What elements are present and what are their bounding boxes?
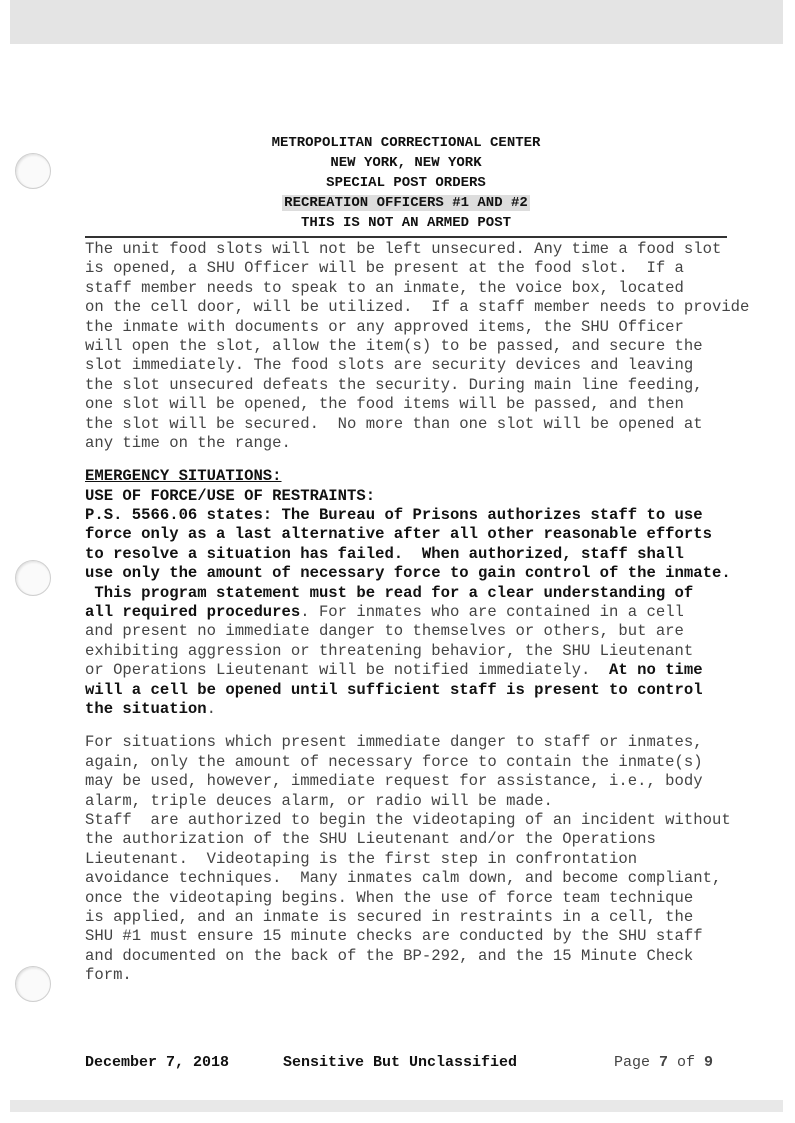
- text-line: Lieutenant. Videotaping is the first step in confrontation: [85, 849, 638, 868]
- text-line: to resolve a situation has failed. When authorized, staff shall: [85, 544, 684, 563]
- text-line: SHU #1 must ensure 15 minute checks are conducted by the SHU staff: [85, 927, 703, 946]
- text-line: any time on the range.: [85, 433, 291, 452]
- page-total: 9: [704, 1054, 714, 1071]
- text-line: force only as a last alternative after all other reasonable efforts: [85, 525, 712, 544]
- text-line: For situations which present immediate danger to staff or inmates,: [85, 733, 703, 752]
- text-line: This program statement must be read for a clear understanding of: [85, 583, 694, 602]
- text-row: [85, 700, 765, 719]
- heading-row: [85, 467, 765, 486]
- text-line: form.: [85, 966, 132, 985]
- text-line: is applied, and an inmate is secured in restraints in a cell, the: [85, 907, 694, 926]
- text-line: exhibiting aggression or threatening behavior, the SHU Lieutenant: [85, 641, 694, 660]
- text-line: and present no immediate danger to themselves or others, but are: [85, 622, 684, 641]
- header-line: NEW YORK, NEW YORK: [330, 155, 482, 171]
- punch-hole: [15, 560, 51, 596]
- document-header: [85, 133, 727, 233]
- text-line: the inmate with documents or any approved items, the SHU Officer: [85, 317, 684, 336]
- text-line: again, only the amount of necessary force to contain the inmate(s): [85, 752, 703, 771]
- text-line: the slot unsecured defeats the security. During main line feeding,: [85, 375, 703, 394]
- text-row: [85, 681, 765, 700]
- page-label: Page: [614, 1054, 660, 1071]
- text-line: slot immediately. The food slots are security devices and leaving: [85, 356, 694, 375]
- text-line: is opened, a SHU Officer will be present at the food slot. If a: [85, 259, 684, 278]
- header-divider: [85, 236, 727, 238]
- text-line: Staff are authorized to begin the videotaping of an incident without: [85, 810, 731, 829]
- footer-date-text: December 7, 2018: [85, 1054, 230, 1071]
- text-row: [85, 661, 765, 680]
- text-plain: or Operations Lieutenant will be notified immediately.: [85, 661, 610, 680]
- text-line: P.S. 5566.06 states: The Bureau of Prisons authorizes staff to use: [85, 506, 703, 525]
- text-row: [85, 603, 765, 622]
- text-line: avoidance techniques. Many inmates calm down, and become compliant,: [85, 869, 722, 888]
- punch-hole: [15, 153, 51, 189]
- scan-top-margin: [10, 0, 783, 44]
- text-line: once the videotaping begins. When the use of force team technique: [85, 888, 694, 907]
- footer-classification-text: Sensitive But Unclassified: [283, 1054, 518, 1071]
- header-line: METROPOLITAN CORRECTIONAL CENTER: [271, 135, 541, 151]
- header-highlight-row: [85, 193, 727, 213]
- text-line: the situation: [85, 699, 207, 718]
- text-row: [85, 506, 765, 525]
- page-current: 7: [659, 1054, 669, 1071]
- text-line: on the cell door, will be utilized. If a staff member needs to provide: [85, 298, 750, 317]
- paragraph-immediate-danger: [85, 733, 765, 985]
- text-row: [85, 584, 765, 603]
- section-heading: EMERGENCY SITUATIONS:: [85, 467, 282, 486]
- scan-bottom-margin: [10, 1100, 783, 1112]
- text-bold: all required procedures: [85, 603, 301, 622]
- footer-page-number: [614, 1053, 713, 1073]
- text-bold: At no time: [609, 661, 703, 680]
- text-plain: . For inmates who are contained in a cell: [300, 603, 684, 622]
- text-row: [85, 564, 765, 583]
- subheading: USE OF FORCE/USE OF RESTRAINTS:: [85, 486, 376, 505]
- punch-hole: [15, 966, 51, 1002]
- text-line: will a cell be opened until sufficient staff is present to control: [85, 680, 703, 699]
- text-line: use only the amount of necessary force to gain control of the inmate.: [85, 564, 731, 583]
- subheading-row: [85, 487, 765, 506]
- text-plain: .: [206, 699, 217, 718]
- header-highlighted-title: RECREATION OFFICERS #1 AND #2: [284, 195, 528, 211]
- text-row: [85, 545, 765, 564]
- text-line: The unit food slots will not be left unsecured. Any time a food slot: [85, 240, 722, 258]
- footer-classification: [283, 1053, 517, 1073]
- header-line: SPECIAL POST ORDERS: [326, 175, 486, 191]
- paragraph-food-slots: [85, 240, 765, 453]
- header-line: THIS IS NOT AN ARMED POST: [300, 215, 512, 231]
- text-line: and documented on the back of the BP-292, and the 15 Minute Check: [85, 946, 694, 965]
- text-line: will open the slot, allow the item(s) to be passed, and secure the: [85, 336, 703, 355]
- footer-date: [85, 1053, 229, 1073]
- text-line: one slot will be opened, the food items will be passed, and then: [85, 395, 684, 414]
- text-row: [85, 525, 765, 544]
- text-line: the slot will be secured. No more than one slot will be opened at: [85, 414, 703, 433]
- document-body: [85, 240, 765, 985]
- text-line: may be used, however, immediate request for assistance, i.e., body: [85, 772, 703, 791]
- text-line: the authorization of the SHU Lieutenant and/or the Operations: [85, 830, 656, 849]
- page-of-label: of: [668, 1054, 705, 1071]
- emergency-section: [85, 467, 765, 719]
- text-line: staff member needs to speak to an inmate, the voice box, located: [85, 278, 684, 297]
- text-line: alarm, triple deuces alarm, or radio will be made.: [85, 791, 553, 810]
